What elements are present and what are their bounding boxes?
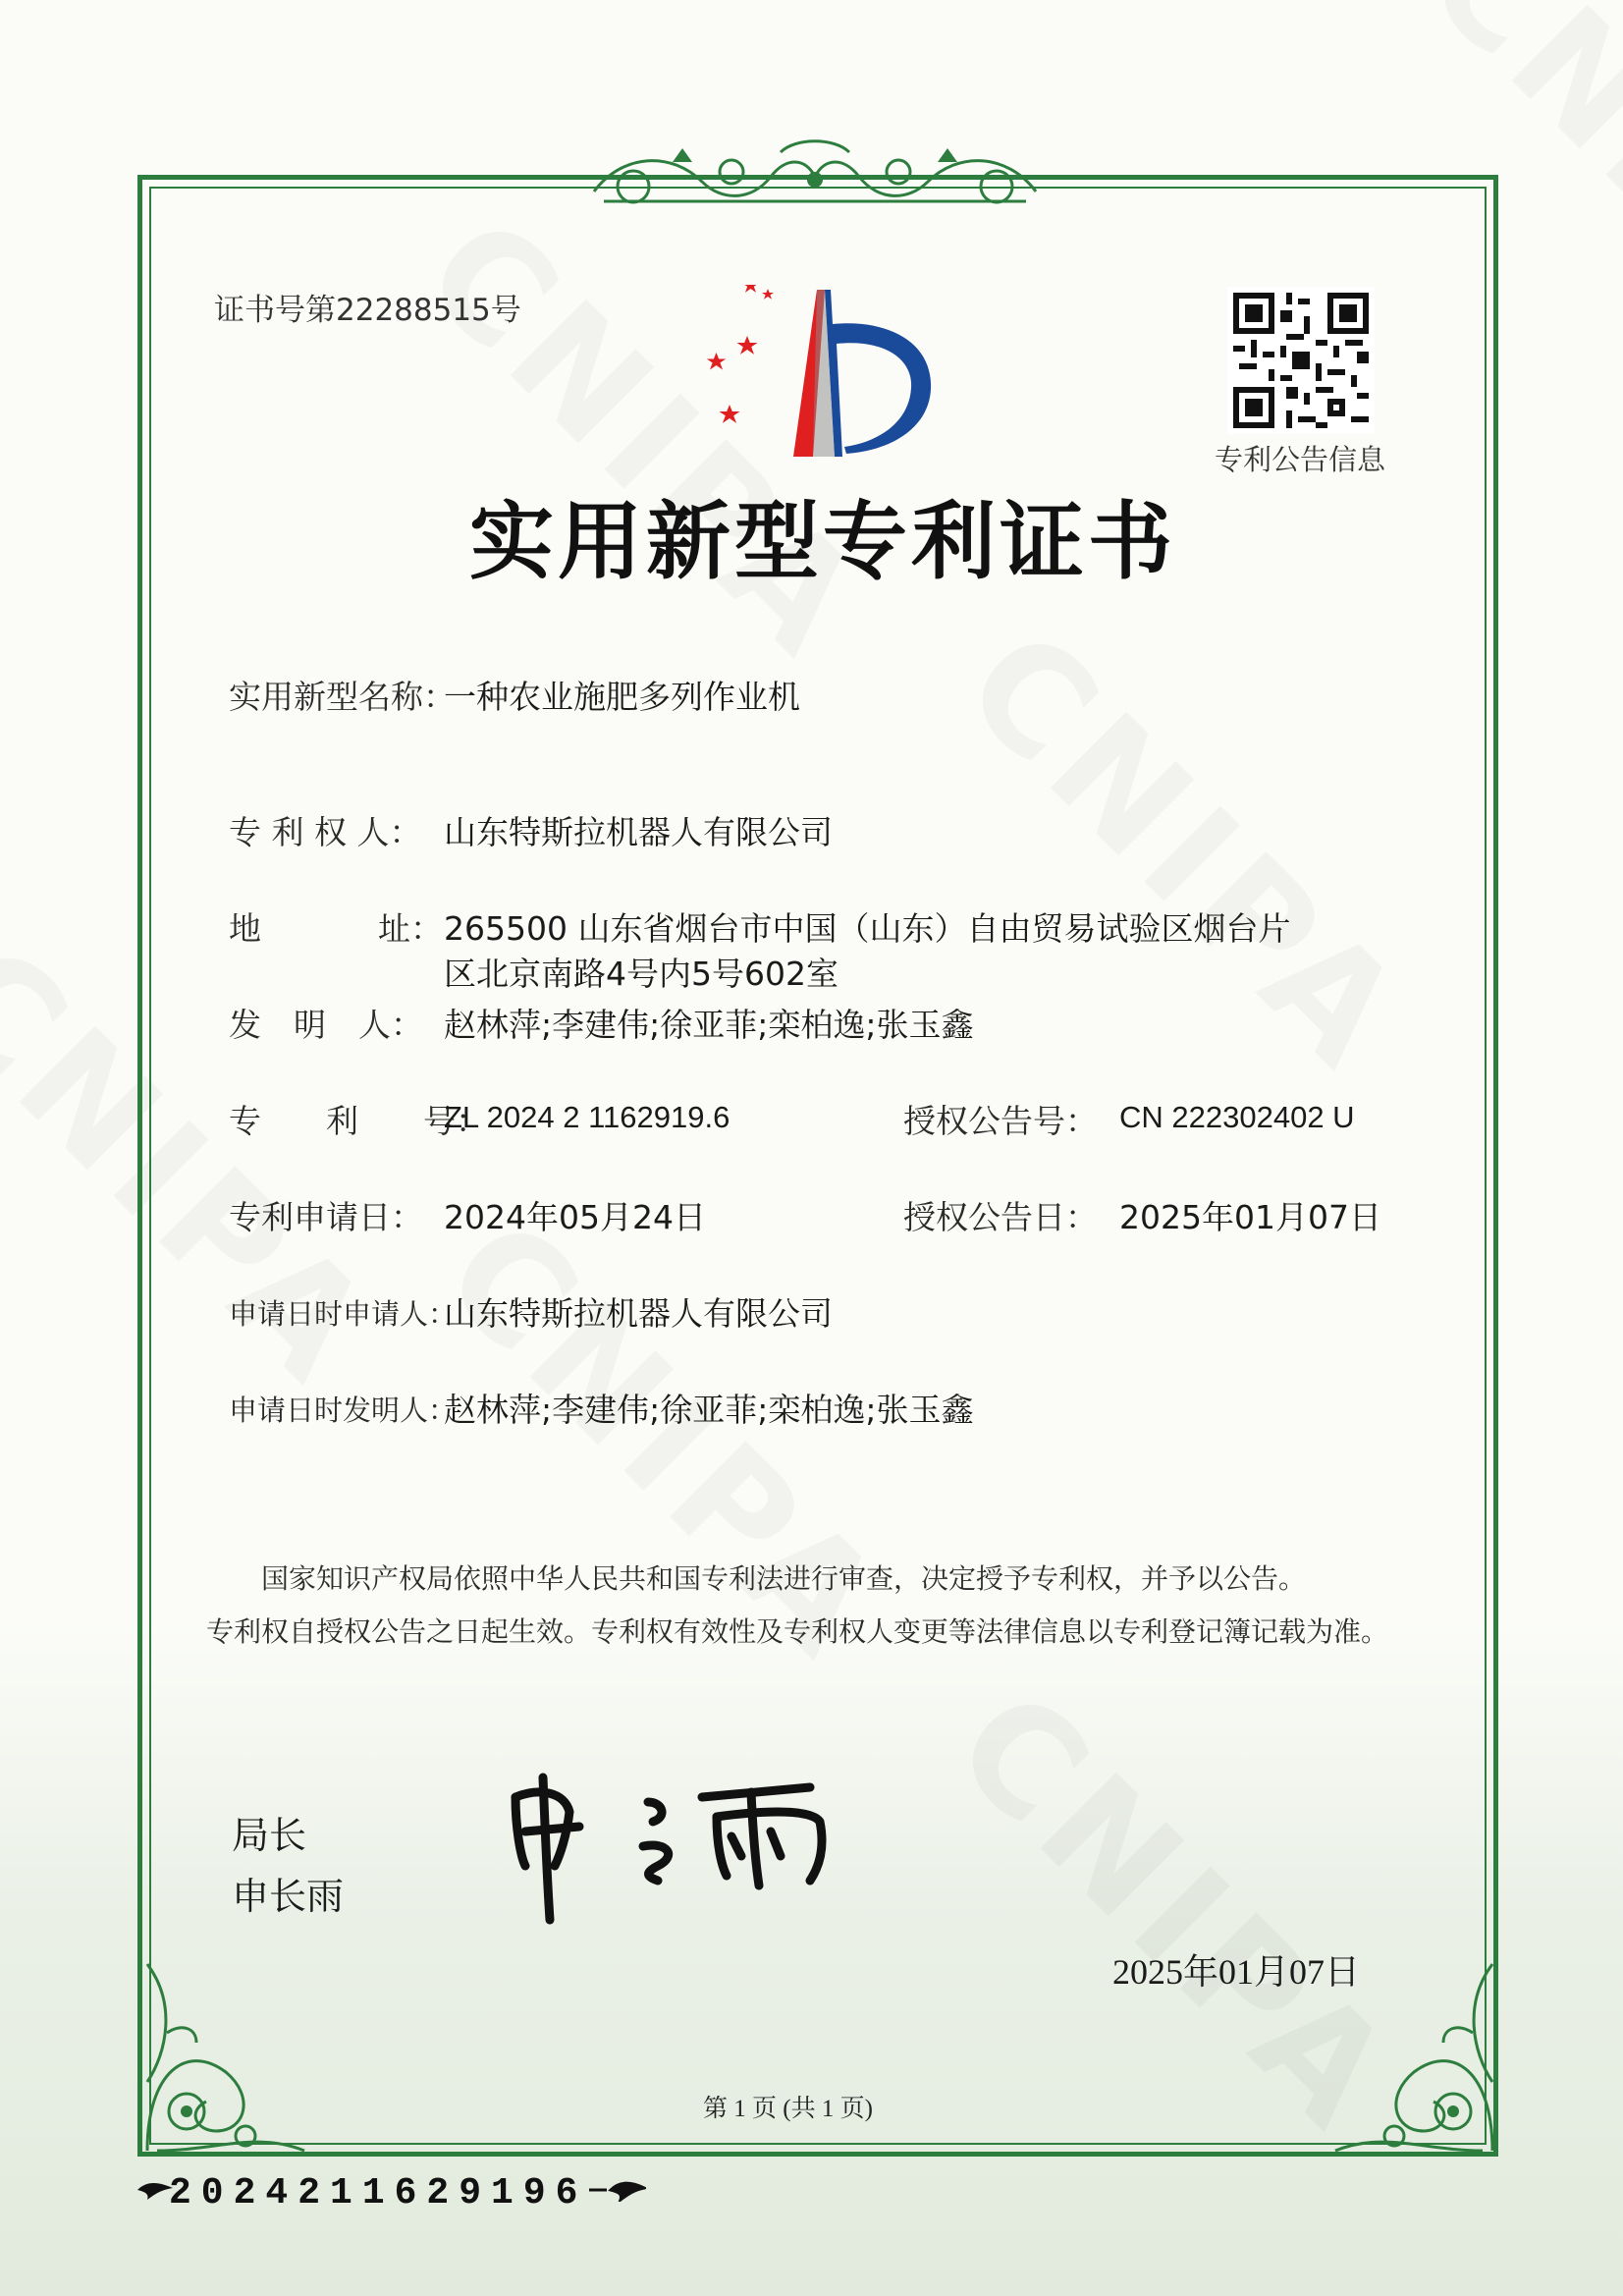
address-label-part1: 地 [229, 909, 261, 948]
filing-date-value: 2024年05月24日 [444, 1198, 706, 1236]
utility-model-name-value: 一种农业施肥多列作业机 [444, 678, 800, 716]
grant-date-label: 授权公告日： [903, 1198, 1098, 1236]
certificate-number: 证书号第22288515号 [214, 293, 521, 328]
address-label-part2: 址： [378, 909, 443, 948]
inventor-label: 发 明 人： [229, 1006, 423, 1044]
inventor-at-filing-value: 赵林萍;李建伟;徐亚菲;栾柏逸;张玉鑫 [444, 1391, 974, 1429]
address-value-line2: 区北京南路4号内5号602室 [444, 955, 839, 993]
inventor-at-filing-label: 申请日时发明人： [229, 1394, 458, 1427]
serial-number: 2024211629196 [169, 2172, 588, 2214]
applicant-at-filing-value: 山东特斯拉机器人有限公司 [444, 1294, 833, 1333]
patentee-value: 山东特斯拉机器人有限公司 [444, 813, 833, 851]
applicant-at-filing-label: 申请日时申请人： [229, 1297, 458, 1331]
signatory-title: 局长 [232, 1814, 307, 1857]
corner-ornament-left [128, 1925, 314, 2160]
swallow-icon [587, 2178, 646, 2202]
patentee-label: 专 利 权 人： [229, 813, 422, 851]
qr-code[interactable] [1227, 287, 1375, 434]
notice-line-2: 专利权自授权公告之日起生效。专利权有效性及专利权人变更等法律信息以专利登记簿记载为准。 [206, 1615, 1389, 1648]
signatory-name: 申长雨 [232, 1875, 345, 1918]
inventor-value: 赵林萍;李建伟;徐亚菲;栾柏逸;张玉鑫 [444, 1006, 974, 1044]
patent-number-value: ZL 2024 2 1162919.6 [444, 1100, 730, 1134]
qr-label: 专利公告信息 [1215, 443, 1386, 476]
grant-publication-number-label: 授权公告号： [903, 1102, 1098, 1140]
notice-line-1: 国家知识产权局依照中华人民共和国专利法进行审查，决定授予专利权，并予以公告。 [261, 1562, 1307, 1595]
cnipa-logo [687, 285, 952, 471]
signature-date: 2025年01月07日 [1112, 1952, 1361, 1992]
handwritten-signature [496, 1758, 849, 1925]
utility-model-name-label: 实用新型名称： [229, 678, 456, 716]
page-indicator: 第 1 页 (共 1 页) [703, 2096, 873, 2122]
certificate-title: 实用新型专利证书 [469, 492, 1176, 591]
grant-publication-number-value: CN 222302402 U [1119, 1100, 1355, 1134]
grant-date-value: 2025年01月07日 [1119, 1198, 1381, 1236]
patent-number-label: 专 利 号： [229, 1102, 488, 1140]
address-value-line1: 265500 山东省烟台市中国（山东）自由贸易试验区烟台片 [444, 909, 1291, 948]
top-ornament [584, 133, 1046, 221]
filing-date-label: 专利申请日： [229, 1198, 423, 1236]
